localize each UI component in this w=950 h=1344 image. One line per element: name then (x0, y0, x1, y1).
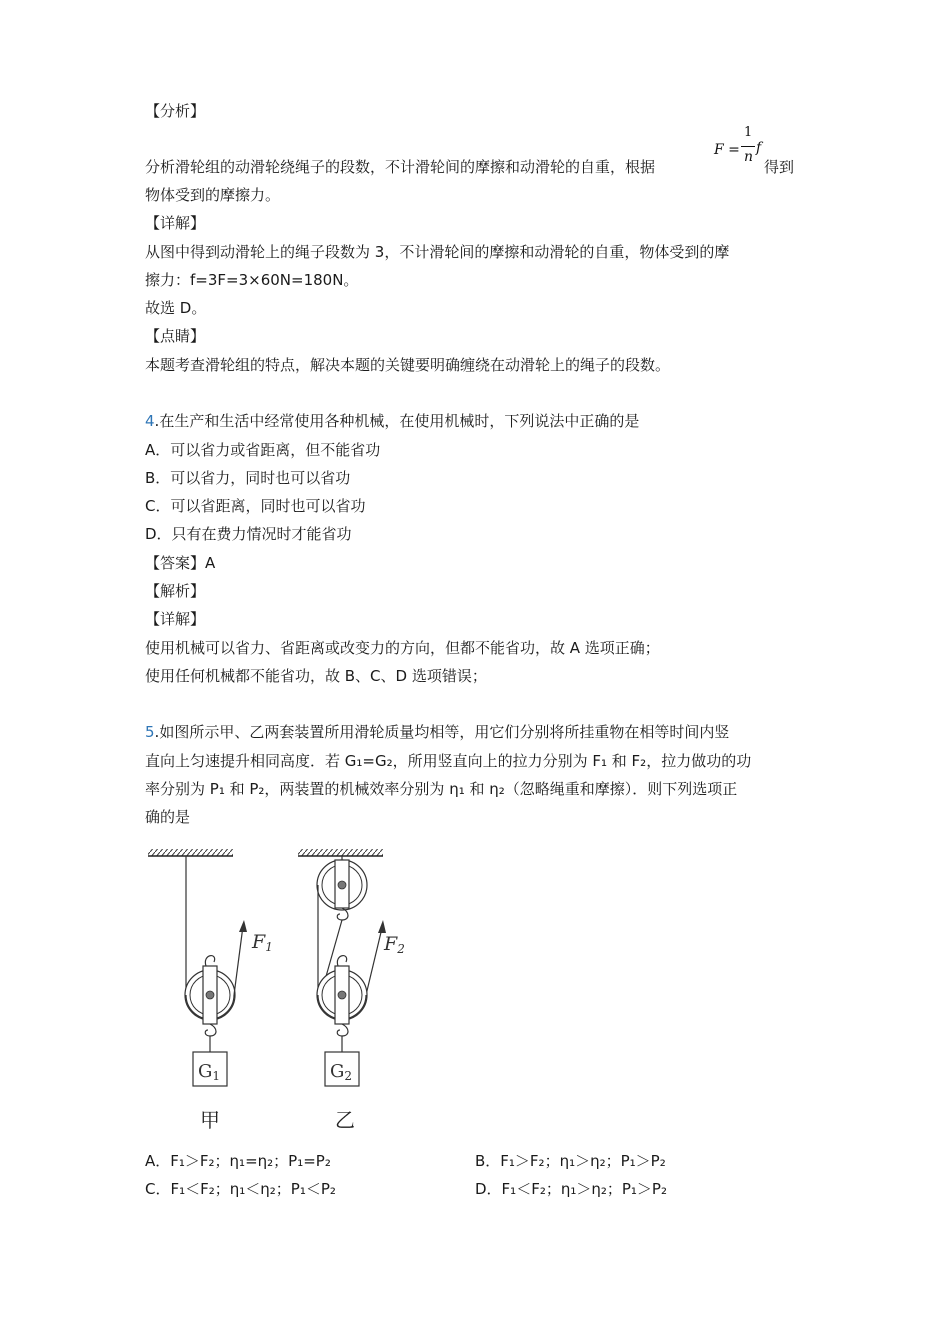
q4-analysis-heading: 【解析】 (145, 582, 206, 600)
formula-numerator: 1 (744, 125, 753, 140)
force-f2-label: F2 (384, 933, 405, 956)
detail-text-1: 从图中得到动滑轮上的绳子段数为 3，不计滑轮间的摩擦和动滑轮的自重，物体受到的摩 (145, 243, 730, 261)
q5-option-c: C．F₁＜F₂；η₁＜η₂；P₁＜P₂ (145, 1180, 336, 1198)
pulley-figure (140, 840, 430, 1140)
comment-text: 本题考查滑轮组的特点，解决本题的关键要明确缠绕在动滑轮上的绳子的段数。 (145, 356, 671, 374)
q4-stem-text: .在生产和生活中经常使用各种机械，在使用机械时，下列说法中正确的是 (154, 412, 640, 430)
q4-option-d: D．只有在费力情况时才能省功 (145, 525, 352, 543)
analysis-text-1b: 得到 (764, 158, 795, 176)
svg-text:G1: G1 (198, 1061, 221, 1083)
q4-option-a: A．可以省力或省距离，但不能省功 (145, 441, 381, 459)
q5-number: 5 (145, 723, 155, 741)
q4-option-b: B．可以省力，同时也可以省功 (145, 469, 351, 487)
q5-stem-4: 确的是 (145, 808, 191, 826)
q5-stem-2: 直向上匀速提升相同高度．若 G₁=G₂，所用竖直向上的拉力分别为 F₁ 和 F₂，拉力做功的功 (145, 752, 752, 770)
detail-text-3: 故选 D。 (145, 299, 207, 317)
q5-option-b: B．F₁＞F₂；η₁＞η₂；P₁＞P₂ (475, 1152, 666, 1170)
formula-lhs: F = (714, 142, 740, 158)
svg-text:G2: G2 (330, 1061, 353, 1083)
movable-pulley-left (185, 956, 235, 1036)
ceiling-right (298, 849, 383, 856)
q5-option-d: D．F₁＜F₂；η₁＞η₂；P₁＞P₂ (475, 1180, 667, 1198)
q5-option-a: A．F₁＞F₂；η₁=η₂；P₁=P₂ (145, 1152, 331, 1170)
device-jia (148, 849, 273, 1086)
q4-detail-heading: 【详解】 (145, 610, 206, 628)
ceiling-left (148, 849, 233, 856)
detail-text-2: 擦力：f=3F=3×60N=180N。 (145, 271, 359, 289)
q4-option-c: C．可以省距离，同时也可以省功 (145, 497, 366, 515)
analysis-heading: 【分析】 (145, 102, 206, 120)
force-f1-label: F1 (252, 931, 273, 954)
q5-stem-text-1: .如图所示甲、乙两套装置所用滑轮质量均相等，用它们分别将所挂重物在相等时间内竖 (154, 723, 730, 741)
q4-answer: 【答案】A (145, 554, 216, 572)
q4-detail-1: 使用机械可以省力、省距离或改变力的方向，但都不能省功，故 A 选项正确； (145, 639, 660, 657)
movable-pulley-right (317, 956, 367, 1036)
comment-heading: 【点睛】 (145, 327, 206, 345)
device-yi (298, 849, 405, 1086)
fixed-pulley-right (317, 860, 367, 920)
analysis-text-2: 物体受到的摩擦力。 (145, 186, 281, 204)
q4-stem (145, 411, 639, 431)
formula-fraction-bar (741, 146, 755, 147)
caption-yi: 乙 (335, 1108, 355, 1132)
detail-heading: 【详解】 (145, 214, 206, 232)
analysis-text-1: 分析滑轮组的动滑轮绕绳子的段数，不计滑轮间的摩擦和动滑轮的自重，根据 (145, 158, 656, 176)
caption-jia: 甲 (200, 1108, 220, 1132)
q5-stem-3: 率分别为 P₁ 和 P₂，两装置的机械效率分别为 η₁ 和 η₂（忽略绳重和摩擦）．则下列选项正 (145, 780, 738, 798)
formula-denominator: n (744, 149, 754, 165)
q4-number: 4 (145, 412, 155, 430)
q5-stem-1 (145, 722, 729, 742)
q4-detail-2: 使用任何机械都不能省功，故 B、C、D 选项错误； (145, 667, 487, 685)
formula-variable: f (756, 140, 762, 156)
